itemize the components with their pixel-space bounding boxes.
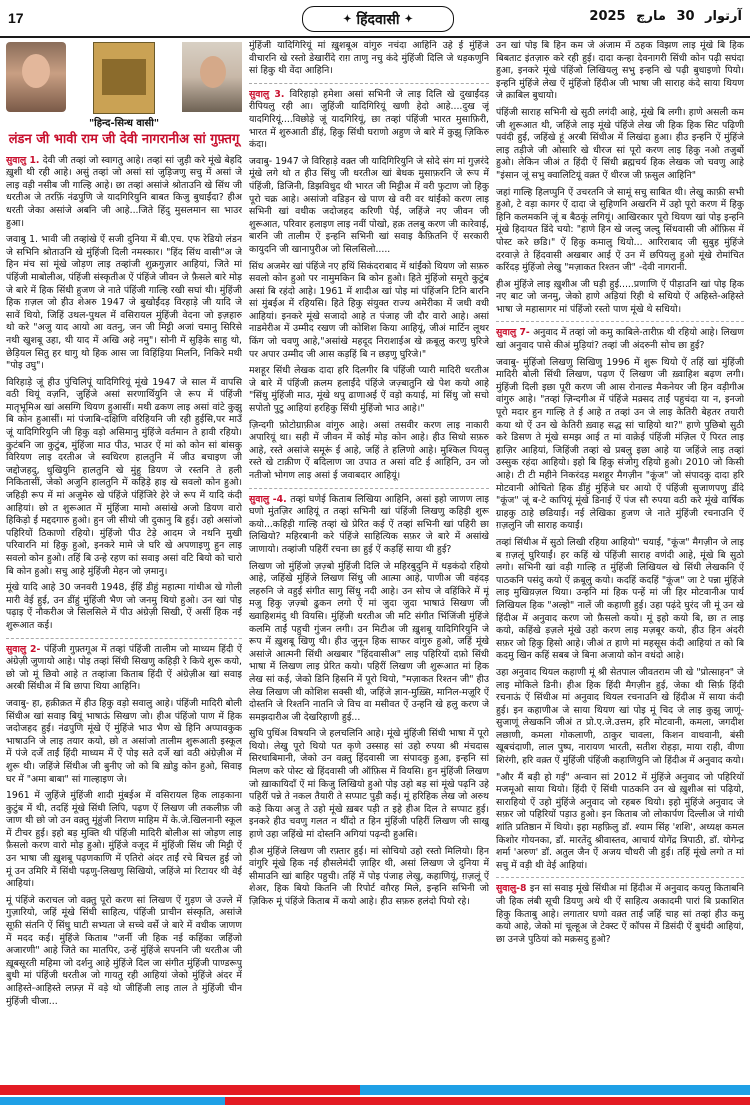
newspaper-logo (302, 6, 454, 32)
paragraph-text: जवाबु- मुंहिंजो लिखणु सिखिणु 1996 में शुरू थियो ऐं तहिं खां मुंहिंजी मादिरी बोली सिंधी लिखण, पढ़ण ऐं लिखण जी ख़्वाहिश बढ़ण लगी। मुंहिंजी दिली इछा पूरी करण जी आस रोनाल्ड मैकनेयर जी हिन वड़ीगीअ वांगुरु आहे। "तव्हां ज़िन्दगीअ में पंहिंजे मक़्सद ताईं पहुचंदा या न, इनजो पूरो मदार हुन गाल्हि ते ई आहे त तव्हां उन जे लाइ केतिरी बेहतर तयारी कया थो ऐं उन खे केतिरी ख़्वाह सद्ध सां चाहियो था?" हाणे पुछिबो सुठी करे डिसण ते मूंखे समझ आई त मां वाक़ेई पंहिंजी मंज़िल ऐं पिरत लाइ हाज़िर आहियां, जिहिंजी तव्हां खे प्रबलु इछा आहे या जहिंजे लाइ तव्हां उस्सुक रहंदा आहियो। इहो बि हिकु संजोगु रहियो हुओ। 2010 जो किसी आहे। टी टी महीने निकरंदड़ मशहूर मैगज़ीन "कूंज" जो संपादकु दादा हरि मोटवानी ओचितो हिक डींहुं मुंहिंजे घर आयो ऐं पंहिंजी सुजाणपणु डींदे "कूंज" जूं ब-टे कापियूं मूंखे डिनाई ऐं पंज सौ रुपया वठी करे मूंखे वार्षिक ग्राहकु ठाहे छडियाईं। नई लेखिका हुजण जे नाते मुंहिंजी रचनाउनि ऐं ग़ज़लुनि जी साराह कयाईं। (496, 356, 744, 532)
paragraph-text: तव्हां घणेई किताब लिखिया आहिनि, असां इहो जाणण लाइ घणो मुंतज़िर आहियूं त तव्हां सभिनी खां पंहिंजी लिखणु कहिड़ी शुरू कयो...कहिड़ी गाल्हि तव्हां खे प्रेरित कई ऐं तव्हां सभिनी खां पहिरी छा लिखियो? महिरबानी करे पंहिंजे साहित्यिक सफ़र जे बारे में असांखे जाणायो। तव्हांजी पहिरीं रचना छा हुई ऐं कड़हिं साया थी हुई? (249, 493, 489, 555)
col1-body (6, 155, 242, 1009)
date-month: مارچ (636, 9, 666, 24)
date-num: 30 (676, 9, 695, 24)
question-label: सुवालु 7- (496, 327, 534, 339)
article-paragraph (6, 895, 242, 1008)
article-paragraph (496, 107, 744, 183)
paragraph-text: अनुवाद में तव्हां जो कमु काबिले-तारीफ़ थी रहियो आहे। लिखण खां अनुवाद पासे कीअं मुड़ियां? तव्हां जी अंदरुनी सोच छा हुई? (496, 327, 744, 352)
article-paragraph (496, 327, 744, 352)
paragraph-text: सिंध अजमेर खां पंहिंजे नए हथिं सिकंदराबाद में थांईंको थियण जो सफ़रु सवलो कोन हुओ पर नामुमकिन बि कोन हुओ। हिते मुंहिंजो समूरो कुटुंब असां बि रहंदो आहे। 1961 में शादीअ खां पोइ मां पंहिंजनि टिनि बारनि सां मुंबईअ में रहियसि। हिते हिकु संयुक्त राज्य अमेरीका में जधी वधी आहियां। इनकरे मूंखे सजादो आहे त पंजाह जी दौर वारो आहे। असां नाडमेरीअ में उम्मीद रखण जी कोशिश किया आहियूं, जीअं मार्टिन लूथर किंग जो चवणु आहे,"असांखे महदूद निराशाईअ खे क़बूलु करणु घुरिजे पर अपार उम्मीद जी आस कड़हिं बि न छड़णु घुरिजे।" (249, 260, 489, 360)
article-paragraph (496, 279, 744, 317)
masthead (0, 0, 750, 38)
article-paragraph (6, 698, 242, 786)
logo-text: हिंदवासी (356, 11, 400, 28)
paragraph-text: हीअ मुंहिंजे लिखण जी रफ़्तार हुई। मां सोचियो उहो रस्तो मिलियो। हिन वांगुरि मूंखे हिक नई हौसलेमंदी ज़ाहिर थी, असां लिखण जे दुनिया में सीमाउनि खां बाहिर पहुची। तहिं में पोइ पंजाह लेखु, कहाणियूं, ग़ज़लूं ऐं शेअर, हिक बियो कितनि जी रिपोर्ट वग़ैरह मिले, इन्हनि सभिनी जो ज़िकिरु मूं पंहिंजे किताब में कयो आहे। हीउ सफ़रु हलंदो पियो रहे। (249, 845, 489, 907)
paragraph-text: उहा अनुवाद थियल कहाणी मूं श्री सेतपाल जीवतराम जी खे "प्रोत्साहन" जे लाइ मोकिले डिनी। हीअ हिक हिंदी मैगज़ीन हुई, जेका थी सिर्फ़ हिंदी रचनाऊं ऐं सिंधीअ मां अनुवाद थियल रचनाउनि खे हिंदीअ में साया कंदी हुई। इन कहाणीअ जे साया थियण खां पोइ मूं चिद जे लाइ कुझु जाणूं-सुजाणूं लेखकनि जीअं त प्रो.ए.जे.उत्तम, हरि मोटवानी, कमला, जगदीश लछाणी, कमला गोकलाणी, ठाकुर चावला, किशन वाधवानी, बंसी खूबचंदाणी, लाल पुष्प, नारायण भारती, सतीश रोहड़ा, माया राही, वीणा शिरंगी, हरि वक़्त ऐं मुंहिंजी पंहिंजी कहाणियुनि जो हिंदीअ में अनुवाद कयो। (496, 666, 744, 767)
paragraph-text: विरिहाड़ो हमेशा असां सभिनी जे लाइ दिलि खे दुखाईंदड़ रीपियलु रही आ। जुहिंजी यादिगिरियूं खणी हेदो आहे....दुख जूं यादगिरियूं....विछोड़े जूं यादगिरियूं, छा तव्हां पंहिंजी भारत मुसाफ़िरी, भारत में शुरुआती डींहं, हिकु सिंधी घराणो अहुण जे बारे में कुझु ज़िकिरु कंदा। (249, 88, 489, 151)
ornament-left-icon: ✦ (343, 13, 352, 25)
portrait-photo-right (182, 42, 242, 112)
article-paragraph (249, 561, 489, 725)
article-paragraph (6, 790, 242, 891)
paragraph-text: जवाबु- हा, हक़ीक़त में हीउ हिकु वड़ो सवालु आहे। पंहिंजी मादिरी बोली सिंधीअ खां सवाइ बियूं भाषाऊं सिखण जो। हीअ पंहिंजो पाण में हिक जदोजहद हुई। नंढपुणि मूंखे ऐं मुंहिंजे भाउ भैण खे हिनि अप्पावकुक भाषाउनि जे लाइ तयार कयो, छो त असांजो तालीम शुरूआती इस्कूल में पंजे दर्जे ताईं हिंदी माध्यम में ऐं पोइ सते दर्जे खां वठी अंग्रेज़ीअ में शुरू थी। जहिंजे सिंधीअ जी बुनीए जो को बि ख़ोडु कोन हुओ, सिवाइ घर में "अमा बाबा" सां गाल्हाइण जे। (6, 697, 242, 785)
date-year: 2025 (589, 9, 626, 24)
article-paragraph (249, 420, 489, 483)
paragraph-text: जवाबु- 1947 जे विरिहाड़े वक़्त जी यादिगिरियुनि जे सोदे संग मां गुज़रंदे मूंखे लगे थो त हीउ सिंधु जी धरतीअ खां बेधक मुसाफ़रनि जे रूप में पंहिंजी, डिजिनी, डिझविधुद थी भारत जी मिट्टीअ में वरी फुटाण जो हिकु पूरो चक्र आहे। असांजो वडिड़न खे पाण खे वरी वर थांईंको करण लाइ सभिनी खां वधीक जदोजहद करिणी पेई, जहिंजे नए जीवन जी शुरूआत, परिवार हलाइण लाइ नवीं पोखो, हक़ तलबु करण जी कारेवाई, बारनि जी तालीम ऐं इन्हनि सभिनी खां सवाइ कैफ़ितनि ऐं सरकारी कायुदनि जी खानापुरीअ जो सिलसिलो..... (249, 155, 489, 255)
photo-strip (6, 42, 242, 112)
question-label: सुवालु 3. (249, 88, 290, 100)
article-paragraph (6, 155, 242, 231)
article-paragraph (249, 494, 489, 557)
paragraph-text: "और मैं बड़ी हो गई" अन्वान सां 2012 में मुंहिंजे अनुवाद जो पहिरियों मजमूओ साया थियो। हिंदी ऐं सिंधी पाठकनि उन खे ख़ुशीअ सां पढ़ियो, साराहियो ऐं उहो मुंहिंजे अनुवाद जो रहबरु थियो। इहो मुंहिंजे अनुवाद जे सफ़र जो पहिरियों पड़ाउ हुओ। इन किताब जो लोकार्पण दिल्लीअ जे गांधी शांति प्रतिष्ठान में थियो। इहा महफ़िलु डॉ. श्याम सिंह 'शशि', अध्यक्ष कमल किशोर गोयनका, डॉ. मारतेंदु श्रीवास्तव, आचार्य योगेंद्र त्रिपाठी, डॉ. योगेन्द्र शर्मा 'अरुण' डॉ. अतुल जैन ऐं अजय चौधरी जी हुई। तहिं मूंखे लगो त मां सचु में वड़ी थी वेई आहियां। (496, 771, 744, 871)
section-divider (6, 638, 242, 639)
paragraph-text: लिखण जो मुंहिंजो ज़ज़्बो मुंहिंजी दिलि जे महिरबुदुनि में धड़कंदो रहियो आहे, जहिंखे मुंहिंजे लिखण सिंधु जी आत्मा आहे, पाणीअ जी वहंदड़ लहरुनि जे वहुई संगीत सागु सिंधु नदी आहे। उन सोच जे वहिंकिरे में मूं मजु हिकु ज़ज़्बो ढुकन लगो ऐं मां जुदा जुदा भाषाउं सिखण जी ख्वाहिशमंदु थी वियसि। मुंहिंजी धरतीअ जी मटि संगीत भिंजिंजी मुंहिंजे कलमि ताईं पहुची गुंजन लगी। उन मिटीअ जी ख़ुशबू यादिगिरियुनि जे रूप में ख़ुशबू खिणु थी। हीउ जुनून हिक साफर वांगुरु हुओ, जहिं मूंखे असांजे आत्मनी सिंधी अखबार "हिंदवासीअ" लाइ पहिरियों दफ़ो सिंधी भाषा में लिखण लाइ प्रेरित कयो। पहिरीं लिखण जी शुरूआत मां हिक लेख सां कई, जेको डिनि हिसनि में पूरो थियो, "मज़ाकत रिश्तन जी" हीउ लेख लिखण जी कोशिश सक्सी थी, जहिंजे ज्ञान-मुख़्सि, मानिल-मज़ूरि ऐं दोस्तनि जे रिश्तनि नातनि जे विच वा मसीवत ऐं उन्हनि खे हलु करण जे समझदारीअ जी देखरिहाणी हुई... (249, 560, 489, 723)
date-day: آرتوار (705, 9, 742, 24)
article-paragraph (249, 728, 489, 841)
article-paragraph (6, 582, 242, 632)
paragraph-text: हीअ मुंहिंजे लाइ ख़ुशीअ जी घड़ी हुई.....प्रणाणि ऐं पीड़ाउनि खां पोइ हिक नए बाट जो जनमु, जेको हाणे अड़ियां रिही थे सधियो ऐं अहिस्ते-अहिस्ते भाषा जे महासागर मां पंहिंजो रस्तो पाण मूंखे थे सधियो। (496, 278, 744, 315)
page-number: 17 (8, 10, 24, 26)
paragraph-text: विरिहाड़े जूं हीउ पुंचिलिपूं यादिगिरियूं मूंखे 1947 जे साल में वापसि वठी थियूं वज़नि, जुहिंजे असां सरणार्थियुनि जे रूप में पंहिंजी मातृभूमिअ खां असग्गि थियण हुआसीं। मथी ढकण लाइ असां वांटे कुझु बि कोन हुआसीं। मां पंजाबि-दक्षिणि वरिहियनि जी रही हुईसि,पर माउँ जूं यादिगिरियुनि जी हिकु वड़ो असिमानु मुंहिंजे वर्तमान ते हावी रहियो। कुटंबनि जा कुटुंब, मुंहिंजा माउ पीउ, भाउर ऐं मां को कोन सां बांसकु विरियण लाइ दरतीअ जे स्वधिरण हालतुनि में जीउ बचाइण जी जद्दोजहदु, धुखियुनि हालतुनि खे मुंहु डियण जे रस्तनि ते हली निकितासीं, जेको अजुनि हालतुनि में कहिड़े हाइ खे सवलो कोन हुओ। जहिड़ी रूप में मां अजुमेरु खे पंहिंजे पंहिंजिरे हेरे जे रूप में यादि कंदी आहियां। छो त शुरूआत में मुंहिंजा मामो असांखे अजो डियण वारो हिकिड़ो ई मद्ददगारु हुओ। हुन जी सीधो जी दुकानु बि हुई। उहो असांजो पहिरियों ठिकाणो रहियो। मुंहिंजो पीउ टेड़े आदम जे नथनि मुखी परिवारनि मां हिकु हुओ, इनकरे मामे जे घरि खे अपणाइणु हुन लाइ सवलो कोन हुओ। तहिं बि उन्हे रहण कां सवाइ असां वटि बियो को चारो बि कोन हुओ। सचु आहे मुंहिंजी मेहन जो ज़मानु। (6, 376, 242, 577)
article-paragraph (249, 89, 489, 152)
article-kicker: "हिन्द-सिन्ध वासी" (88, 118, 160, 129)
question-label: सुवालु -4. (249, 493, 291, 505)
question-label: सुवालु-8 (496, 883, 530, 895)
col3-body (496, 40, 744, 946)
article-paragraph (496, 772, 744, 873)
paragraph-text: मशहूर सिंधी लेखक दादा हरि दिलगीर बि पंहिंजी प्यारी मादिरी धरतीअ जे बारे में पंहिंजी क़लम हलाईंदे पंहिंजे जज़्बातुनि खे पेश कयो आहे "सिंधु मुंहिंजी माउ, मूंखे थपु ढाणाअई ऐं वड़ो कयाई, मां सिंधु जो सचो सपोतो पुटु आहियां हरहिकु सिंधी मुंहिंजो भाउ आहे।" (249, 365, 489, 415)
article-paragraph (249, 40, 489, 78)
article-column-3 (496, 40, 744, 1075)
article-paragraph (249, 365, 489, 415)
portrait-photo-left (6, 42, 66, 112)
article-column-2 (249, 40, 489, 1075)
footer-stripe-bottom (0, 1097, 750, 1105)
paragraph-text: मूंखे यादि आहे 30 जनवरी 1948, ईहिं डीहुं महात्मा गांधीअ खे गोली मारी वेई हुई, उन डींहुं मुंहिंजी भैण जो जनमु थियो हुओ। उन खां पोइ पढ़ाइ ऐं नौकरीअ जे सिलसिले में पीउ अंग्रेज़ी सिखी, ऐं असीं हिक नई शुरूआत कई। (6, 582, 242, 631)
section-divider (249, 83, 489, 84)
paragraph-text: ज़िन्दगी फ़ोटोग्राफ़ीअ वांगुरु आहे। असां तसवीर करण लाइ नाकारी अपारियूं था। सही में जीवन में कोई मोड़ कोन आहे। हीउ सिधो सफ़रु आहे, रस्ते असांजे समूरूं ई आहे, जहिं ते हलिणो आहे। मुश्किल पियलु रस्ते खे टाक़ीण ऐं बदिलाण जा उपाउ त असां वटि ई आहिनि, उन जो नतीजो भोगण लाइ असां ई जवाबदार आहियूं। (249, 419, 489, 481)
paragraph-text: 1961 में जुहिंजे मुंहिंजी शादी मुंबईअ में वसिरायल हिक लाड़काना कुटुंब में थी, तदहिं मूंखे सिंधी लिपि, पढ़ण ऐं लिखण जी तकलीफ़ जी जाण थी छो जो उन वक़्तु मूंहुंजी निराण माहिम में के.जे.खिलनानी स्कूल में टीचर हुई। इहो बड़ मुक्ति थी पंहिंजी मादिरी बोलीअ सां जोड़ण लाइ फ़ैसलो करण वारो मोड़ हुओ। मुंहिंजे वजूद में मुंहिंजी सिंध जी मिट्टी ऐं उन भाषा जी ख़ुशबू पढ़णकाणि में एतिरो अंदर ताईं रचे बिचल हुई जो मूं उन उमिरि में सिंधी पढ़णु-लिखणु सिखियो, जहिंजे मां रिटायर थी वेई आहियां। (6, 790, 242, 890)
article-headline: लंडन जी भावी राम जी देवी नागरानीअ सां गुफ़्तगू (8, 131, 240, 147)
section-divider (496, 321, 744, 322)
footer-color-bar (0, 1079, 750, 1109)
paragraph-text: जहां गाल्हि हिलप्पुनि ऐं उचरतनि जे सामूं सचु साबित थी। लेखु काफ़ी सभी हुओ, टे वड़ा कागर ऐं दादा जे सुहिणनि अखरनि में उहो पूरो करण में हिकु हिनि कलमकनि जूं ब बैठकूं लगियूं। आखिरकार पूरो थियण खां पोइ इन्हनि मूंखे हिदायत डिंदे चयो: "हाणे हिन खे जल्दु जल्दु सिंधवासी जी ऑफ़िस में पोस्ट करे छडि।" ऐं हिकु कमालु थियो... आरिराबाद जी सुबुह मुंहिंजे दरवाज़े ते हिंदवासी अखबार आई ऐं उन में छपियलु हुओ मूंखे रोमांचित करिंदड़ मुंहिंजो लेखु "मज़ाकत रिश्तन जी" -देवी नागरानी. (496, 186, 744, 274)
paragraph-text: इन सां सवाइ मूंखे सिंधीअ मां हिंदीअ में अनुवाद कयलु किताबनि जी हिक लंबी सूची डियणु अथे थी ऐं साहित्य अकादमी पारां बि प्रकाशित हिकु किताबु आहे। लगातार घणो वक़्त ताईं जहिं चाह सां तव्हां हीउ कमु कयो आहे, जेको मां चूल्हूअ जे टेक्स्ट ऐं कॉपस में डिसंदी ऐं बुधंदी आहियां, छा उनजे पुठियां को मक़सदु हुओ? (496, 883, 744, 945)
question-label: सुवालु 1. (6, 154, 43, 166)
section-divider (249, 488, 489, 489)
article-paragraph (496, 537, 744, 663)
footer-stripe-top (0, 1085, 750, 1095)
article-column-1 (6, 40, 242, 1075)
col2-body (249, 40, 489, 909)
paragraph-text: मुंहिंजी यादिगिरियूं मां ख़ुशबूअ वांगुरु नचंदा आहिनि उहे ई मुंहिंजे वीचारनि खे रस्तो डेखारींदे राग़ ताणु नचु कंदे मुंहिंजी दिलि जे धड़कणुनि सां हिकु थी वेंदा आहिनि। (249, 40, 489, 77)
article-paragraph (496, 40, 744, 103)
article-paragraph (6, 377, 242, 579)
question-label: सुवालु 2- (6, 643, 45, 655)
paragraph-text: तव्हां सिंधीअ में सुठो लिखी रहिया आहियो" चयाई, "कूंज" मैगज़ीन जे लाइ ब ग़ज़लूं घुरियाईं। हर कहिं खे पंहिंजी साराह वणंदी आहे, मूंखे बि सुठो लगो। सभिनी खां वड़ी गाल्हि त मुंहिंजी लिखियल खे सिंधी लेखकनि ऐं पाठकनि पसंदु कयो ऐं क़बूलु कयो। कदहिं कदहिं "कूंज" जा टे पन्ना मुंहिंजे लाइ मुखिय़ज़ल थिया। उन्हनि मां हिक पन्हें मां जी हिर मोटवानीअ पार्थ लिखियल हिक "अल्हो" नालें जी कहाणी हुई। उहा पढ़ंदे घुरंद जी मूं उन खे हिंदीअ में अनुवाद करण जो फ़ैसलो कयो। मूं इहो कयो बि, छा त लाइ कयो, कहिंखे ड़ज़ले मूंखे उहो करण लाइ मज़बूर कयो, हीउ हिन अंदरी सफ़र जो हिकु हिसो आहे। जीअं त हाणे मां महसूस कंदी आहियां त को बि कदमु खिन कहिं सबब जे बिना अजायो कोन वधंदो आहे। (496, 536, 744, 662)
article-paragraph (6, 644, 242, 694)
article-paragraph (496, 883, 744, 946)
ornament-right-icon: ✦ (404, 13, 413, 25)
paragraph-text: पंहिंजी साराह सभिनी खे सुठी लगंदी आहे, मूंखे बि लगी। हाणे असली कम जी शुरूआत थी, जहिंजे लाइ मूंखे पंहिंजे लेख जी हिक हिक सिट पढ़िणी पवंदी हुई, जहिंखे हूं अरबी सिंधीअ में लिखंदा हुआ। हीउ इन्हनि ऐं मुंहिंजे लाइ तड़ीजे जी ओसारि खे धीरज सां पूरो करण लाइ हिकु नओ तजुर्बो हुओ। लेकिन जीअं त हिंदी ऐं सिंधी ब्रह्मचर्य हिक लेखक जो चवणु आहे "इंसान जूं सभु क्वालिटियूं वक़्त ऐं धीरज जी फ़सुल आहिनि" (496, 106, 744, 181)
section-divider (496, 877, 744, 878)
book-cover-photo (93, 42, 155, 114)
article-paragraph (496, 667, 744, 768)
article-paragraph (496, 357, 744, 533)
article-paragraph (249, 846, 489, 909)
paragraph-text: जवाबु 1. भावी जी तव्हांखे ऐं सजी दुनिया में बी.एच. एफ रेडियो लंडन जे सभिनि श्रोताउनि खे मुंहिंजी दिली नमस्कार। "हिंद सिंध वासी"अ जे हिन मंच सां मूंखे जोड़ण लाइ तव्हांजी शुक्रगुज़ार आहियां, जिते मां पंहिंजी माबोलीअ, पंहिंजी संस्कृतीअ ऐं पंहिंजे जीवन जे फ़ैसले बारे मोड़ जे बारे में हिक सिंधी हुजण जे नाते पंहिंजी गाल्हि रखी सघां थी। मुंहिंजी हिक ग़ज़ल जो हीउ शेअरु 1947 जे बुखोईंदड़ विरहाड़े जी यादि जे सावें थियो, जिहिं उथल-पुथल में वसिरायल मुंहिंजी वेदना जो इज़हारु थो करे "अजु याद आयो आ वतनु, जन जी मिट्टी अजां चमानु सिरिसे नथी खुशबू उहा, थी याद में अखि अहे नमु"। सोनी में सुड़िके साहु थो, छेड़ियल सितु हर धागु थो हिक आस जा विहिंड़िया मिलनि, निकिरे मथी "पोइ उघु"। (6, 234, 242, 372)
paragraph-text: सुधि पुधिंअ विषयनि जे हलचलिनि आहे। मूंखे मुंहिंजी सिंधी भाषा में पूरो थियो। लेखु पूरो थियो पत कृणे उस्साह सां उहो रुपया श्री मंचदास सिरधाबिमानी, जेको उन वक़्तु हिंदवासी जा संपादकु हुआ, इन्हनि सां मिलण करे पोस्ट खे हिंदवासी जी ऑफ़िस में वियसि। हुन मुंहिंजी लिखण जो ख़ाकायिदाँ ऐं मां किजु लिखियो हुओ पोइ उहो बड़ सां मूंखे पढ़नि उहे पहिरीं पन्ने ते नकल तैयारी ते सप्पाट पुड़ी कई। मूं हरिहिक लेख जो अरुथ कड़े किया अजु ते उहो मूंखे ख़बर पड़ी त इहे हीअ दिल ते सप्पाट हुई। इनकरे हीउ चवणु गलत न थींदो त हिन मुंहिंजी पहिरीं लिखण जी साखु हाणे उहा जहिंखे मां दोस्तनि अगियां पढ़न्दी हुअसि। (249, 728, 489, 841)
paragraph-text: उन खां पोइ बि हिन कम जे अंजाम में ठहक विझण लाइ मूंखे बि हिक बिबताट इंतज़ारु करे रही हुई। दादा कन्हा देवनागरी सिंधी कोन पढ़ी सघंदा हुआ, इनकरे मूंखे पंहिंजो लिखियलु सभु इन्हनि खे पढ़ी बुधाइणो पियो। इन्हनि मुंहिंजे लेख ऐं मुंहिंजो हिंदीअ जी भाषा जी साराह कंदे साया थियण जे क़ाबिल बुधायो। (496, 40, 744, 102)
article-paragraph (249, 261, 489, 362)
dateline (583, 9, 742, 24)
paragraph-text: मूं पंहिंजे कराचल जो वक़्तु पूरो करण सां लिखण ऐं गुड़ण जे उज्ले में गुज़ारियो, जहिं मूंखे सिंधी साहित्य, पंहिंजी प्राचीन संस्कृति, असांजे सूफ़ी संतनि ऐं सिंधु घाटी सभ्यता जे सच्चे वर्से जे बारे में वधीक जाणण में मदद कई। मुंहिंजे किताब "जर्नी जी हिक नई कहिंका जहिंजो अजारणी" आहे जिते का मातपिर, उन्हें मुंहिंजे सपननि जी धरतीअ जी ख़ूबसूरती महिमा जो दर्शनु आहे मुंहिंजे दिल जा संगीत मुंहिंजी पाण्डरूपु बुधी मां पंहिंजी धरतीअ जो गायतु रही आहियां जेको मुंहिंजे अंदर में आहिस्ते-आहिस्ते लफ़्ज़ में वड़े थो जीहिंजी लाइ ताल ते मुंहिंजी चीन मुंहिंजी चीजा... (6, 894, 242, 1007)
paragraph-text: पंहिंजी गुफ़्तगूअ में तव्हां पंहिंजी तालीम जो माध्यम हिंदी ऐं अंग्रेज़ी जुणायो आहे। पोइ तव्हां सिंधी सिखणु कहिड़ी रे किये शुरू कयो, छो जो मूं छिवो आहे त तव्हांजा किताब हिंदी ऐं अंग्रेज़ीअ खां सवाइ अरबी सिंधीअ में बि छापा थिया आहिनि। (6, 643, 242, 693)
article-paragraph (249, 156, 489, 257)
article-paragraph (6, 234, 242, 373)
article-paragraph (496, 187, 744, 275)
paragraph-text: देवी जी तव्हां जो स्वागतु आहे। तव्हां सां जुड़ी करे मूंखे बेहदि ख़ुशी थी रही आहे। असुं तव्हां जो असां सां जुड़िजणु सचु में असां जे लाइ वड़ी नसीब जी गाल्हि आहे। छा तव्हां असांजे श्रोताउनि खे सिंध जी धरतीअ जे तरफ़िं नंढपुणि जे यादगिरियुनि बाबत किजु बुधाईंदा? हीअ धरती जेका असांजे अबनि जी आहे...जिते हिंदु मुसलमान सा भाउर हुआ। (6, 154, 242, 229)
